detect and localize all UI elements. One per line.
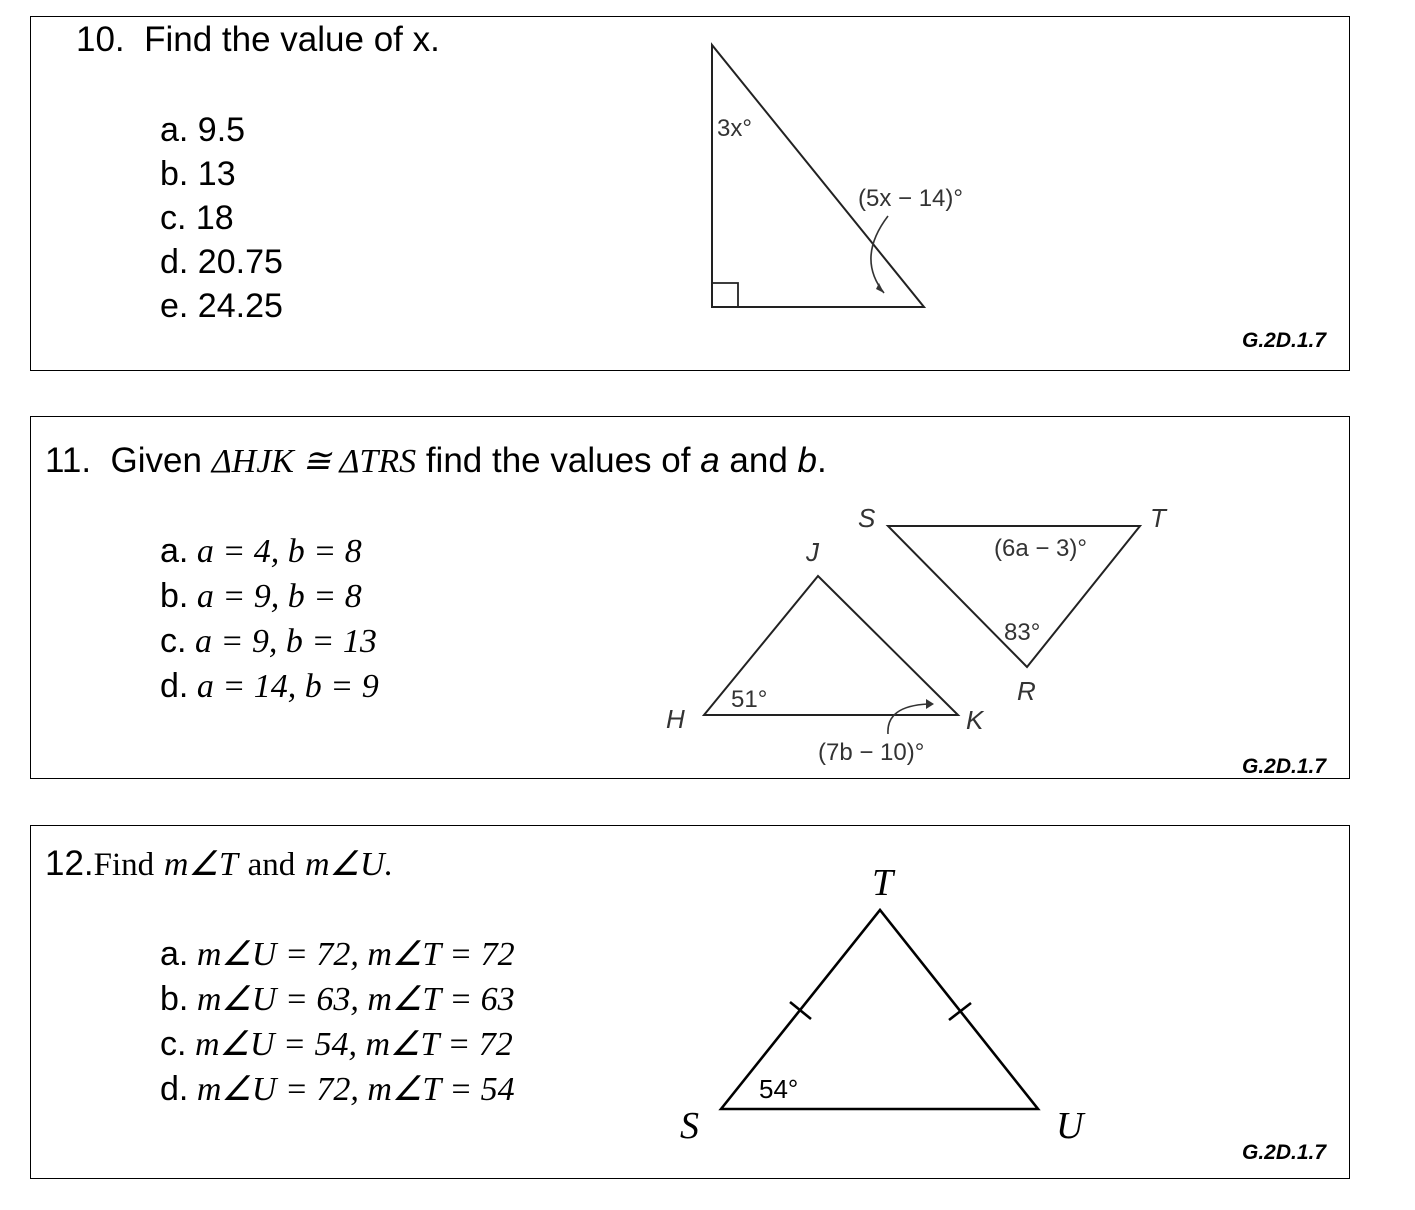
- prompt-given: Given: [110, 441, 202, 480]
- choice-a[interactable]: a. 9.5: [160, 111, 246, 149]
- angle-label-t: (6a − 3)°: [994, 535, 1087, 562]
- vertex-label-h: H: [666, 704, 685, 734]
- prompt-period: .: [817, 441, 827, 480]
- standard-code: G.2D.1.7: [1242, 329, 1327, 352]
- vertex-label-u: U: [1056, 1105, 1084, 1147]
- choice-text: a = 4, b = 8: [196, 533, 362, 570]
- vertex-label-s: S: [858, 503, 876, 533]
- vertex-label-t: T: [872, 862, 894, 904]
- choice-letter: d.: [160, 667, 189, 705]
- vertex-label-j: J: [806, 537, 819, 567]
- variable-b: b: [797, 441, 817, 480]
- standard-code: G.2D.1.7: [1242, 1141, 1327, 1164]
- angle-label-r: 83°: [1004, 619, 1041, 646]
- choice-letter: d.: [160, 1070, 189, 1108]
- choice-b[interactable]: b. 13: [160, 155, 236, 193]
- vertex-label-s: S: [680, 1105, 699, 1147]
- choice-text: m∠U = 54, m∠T = 72: [194, 1026, 513, 1063]
- prompt-angle-t: m∠T: [163, 846, 238, 883]
- choice-text: m∠U = 63, m∠T = 63: [196, 981, 515, 1018]
- variable-a: a: [700, 441, 720, 480]
- question-number: 11.: [45, 441, 92, 480]
- prompt-and: and: [247, 847, 296, 883]
- choice-text: m∠U = 72, m∠T = 72: [196, 936, 515, 973]
- choice-letter: a.: [160, 532, 189, 570]
- prompt-angle-u: m∠U.: [305, 846, 394, 883]
- angle-label-h: 51°: [731, 686, 768, 713]
- tick-mark-left: [790, 1002, 811, 1019]
- question-number: 12.: [45, 844, 94, 883]
- vertex-label-k: K: [966, 705, 984, 735]
- choice-text: a = 9, b = 8: [196, 578, 362, 615]
- choice-e[interactable]: e. 24.25: [160, 287, 283, 325]
- angle-label-s: 54°: [759, 1074, 799, 1104]
- choice-letter: c.: [160, 1025, 187, 1063]
- choice-c[interactable]: c. 18: [160, 199, 234, 237]
- choice-text: a = 14, b = 9: [196, 668, 379, 705]
- prompt-and: and: [729, 441, 788, 480]
- angle-label-k: (7b − 10)°: [818, 739, 925, 766]
- choice-text: a = 9, b = 13: [194, 623, 377, 660]
- choice-letter: a.: [160, 935, 189, 973]
- question-prompt: Find the value of x.: [144, 20, 440, 59]
- tick-mark-right: [949, 1003, 971, 1020]
- vertex-label-r: R: [1017, 676, 1036, 706]
- choice-letter: c.: [160, 622, 187, 660]
- question-number: 10.: [76, 20, 125, 59]
- choice-d[interactable]: d. 20.75: [160, 243, 283, 281]
- standard-code: G.2D.1.7: [1242, 755, 1327, 778]
- angle-label-top: 3x°: [717, 115, 752, 142]
- congruence-statement: ΔHJK ≅ ΔTRS: [211, 443, 417, 480]
- choice-letter: b.: [160, 577, 189, 615]
- vertex-label-t: T: [1150, 503, 1166, 533]
- prompt-find: Find: [93, 847, 155, 883]
- choice-text: m∠U = 72, m∠T = 54: [196, 1071, 515, 1108]
- choice-letter: b.: [160, 980, 189, 1018]
- prompt-text: find the values of: [425, 441, 691, 480]
- angle-label-bottom: (5x − 14)°: [858, 185, 963, 212]
